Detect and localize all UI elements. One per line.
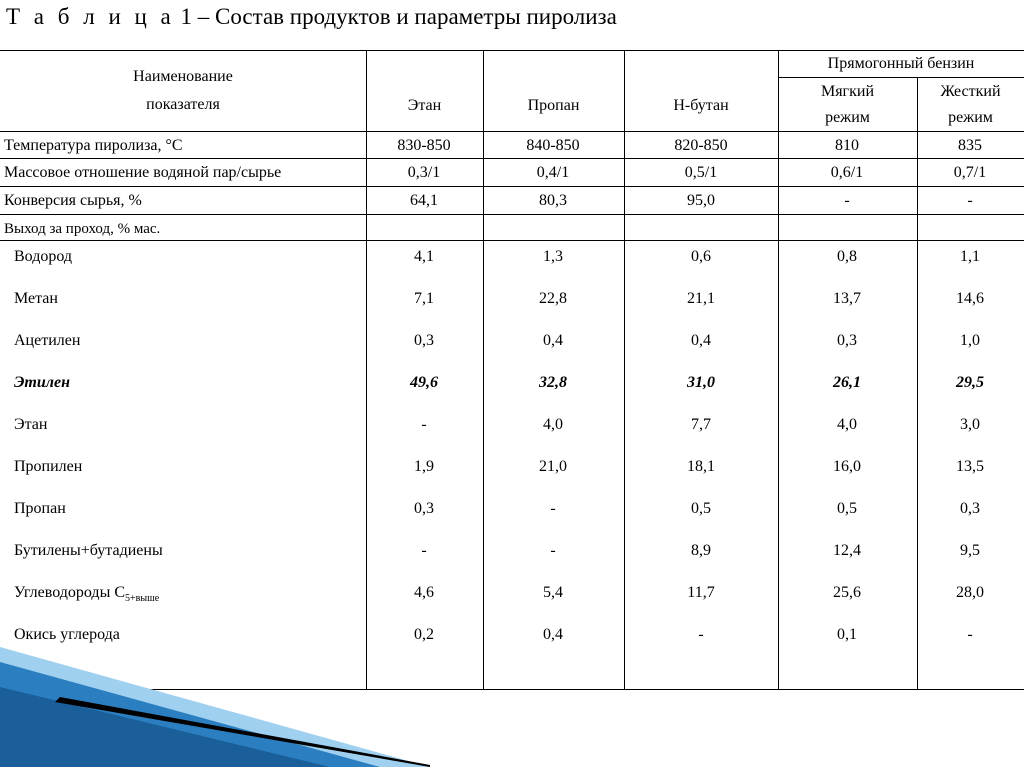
param-value: 0,6/1 [830,164,864,181]
product-value: 1,0 [960,332,980,349]
param-value: 830-850 [397,137,451,154]
product-value: 0,5 [837,500,857,517]
product-value: 21,0 [539,458,567,475]
product-value: 21,1 [687,290,715,307]
product-value: 0,3 [837,332,857,349]
product-value: 29,5 [956,374,984,391]
row-divider [0,240,1024,241]
header-name-line2: показателя [146,96,220,113]
product-value: - [421,542,427,559]
param-value: 0,3/1 [407,164,441,181]
product-value: 5,4 [543,584,563,601]
row-divider [0,131,1024,132]
param-value: 820-850 [674,137,728,154]
product-label [14,416,47,434]
param-value: 80,3 [539,192,567,209]
row-divider [0,158,1024,159]
product-value: 3,0 [960,416,980,433]
product-value: 12,4 [833,542,861,559]
yield-label: Выход за проход, % мас. [4,221,161,237]
col-divider [778,51,779,689]
product-value: 32,8 [539,374,567,391]
decorative-swoosh [0,647,430,767]
page-title [6,4,617,30]
col-divider [624,51,625,689]
param-label: Массовое отношение водяной пар/сырье [4,164,282,181]
param-value: 810 [835,137,859,154]
product-value: - [698,626,704,643]
product-value: 31,0 [687,374,715,391]
product-label-text: Водород [14,248,73,265]
param-value: 64,1 [410,192,438,209]
product-value: 1,9 [414,458,434,475]
product-label-text: Окись углерода [14,626,120,643]
param-label: Конверсия сырья, % [4,192,142,209]
product-value: 0,4 [691,332,711,349]
product-value: - [550,542,556,559]
product-value: 49,6 [410,374,438,391]
product-value: 0,3 [414,332,434,349]
product-value: 7,1 [414,290,434,307]
param-value: 840-850 [526,137,580,154]
product-value: 0,4 [543,626,563,643]
product-value: 22,8 [539,290,567,307]
product-label-text: Бутилены+бутадиены [14,542,163,559]
header-soft-line1: Мягкий [820,83,875,100]
title-prefix: Т а б л и ц а [6,4,175,29]
param-value: 0,5/1 [684,164,718,181]
product-label [14,542,163,560]
row-divider [0,186,1024,187]
product-value: 14,6 [956,290,984,307]
product-value: 18,1 [687,458,715,475]
product-label-text: Пропан [14,500,66,517]
row-divider [0,214,1024,215]
product-value: 0,6 [691,248,711,265]
product-value: 0,3 [414,500,434,517]
product-value: 4,1 [414,248,434,265]
product-label [14,290,58,308]
title-text: 1 – Состав продуктов и параметры пиролиза [174,4,617,29]
product-value: 1,1 [960,248,980,265]
pyrolysis-table [0,50,1024,690]
product-label-text: Ацетилен [14,332,81,349]
product-label [14,626,120,644]
product-value: 11,7 [687,584,715,601]
param-label: Температура пиролиза, °С [4,137,183,154]
product-value: 13,5 [956,458,984,475]
header-name-line1: Наименование [133,68,233,85]
product-label [14,248,72,266]
row-divider [779,77,1024,78]
param-value: - [967,192,973,209]
product-label-text: Углеводороды С [14,584,125,601]
product-value: 4,6 [414,584,434,601]
param-value: 0,4/1 [536,164,570,181]
product-label-text: Пропилен [14,458,83,475]
product-label [14,332,80,350]
product-value: 0,4 [543,332,563,349]
product-value: 4,0 [837,416,857,433]
product-value: 25,6 [833,584,861,601]
product-value: 0,2 [414,626,434,643]
header-ethane: Этан [407,97,442,114]
header-hard-line2: режим [948,109,993,126]
header-propane: Пропан [527,97,580,114]
product-label [14,374,70,392]
product-value: 0,3 [960,500,980,517]
product-value: 0,5 [691,500,711,517]
product-value: 26,1 [833,374,861,391]
product-label-text: Этан [14,416,48,433]
product-value: - [967,626,973,643]
product-value: - [550,500,556,517]
product-value: 0,8 [837,248,857,265]
product-label-subscript: 5+выше [124,593,160,604]
param-value: 835 [958,137,982,154]
product-label [14,458,82,476]
product-label [14,500,66,518]
param-value: - [844,192,850,209]
param-value: 0,7/1 [953,164,987,181]
product-value: 4,0 [543,416,563,433]
product-value: 28,0 [956,584,984,601]
header-hard-line1: Жесткий [940,83,1001,100]
product-value: 8,9 [691,542,711,559]
product-value: 13,7 [833,290,861,307]
product-label [14,584,159,608]
param-value: 95,0 [687,192,715,209]
product-value: 7,7 [691,416,711,433]
product-value: - [421,416,427,433]
header-soft-line2: режим [825,109,870,126]
header-nbutane: Н-бутан [673,97,729,114]
product-value: 9,5 [960,542,980,559]
header-gasoline: Прямогонный бензин [827,55,975,72]
product-value: 0,1 [837,626,857,643]
product-label-text: Метан [14,290,58,307]
product-label-text: Этилен [14,374,70,391]
product-value: 1,3 [543,248,563,265]
product-value: 16,0 [833,458,861,475]
